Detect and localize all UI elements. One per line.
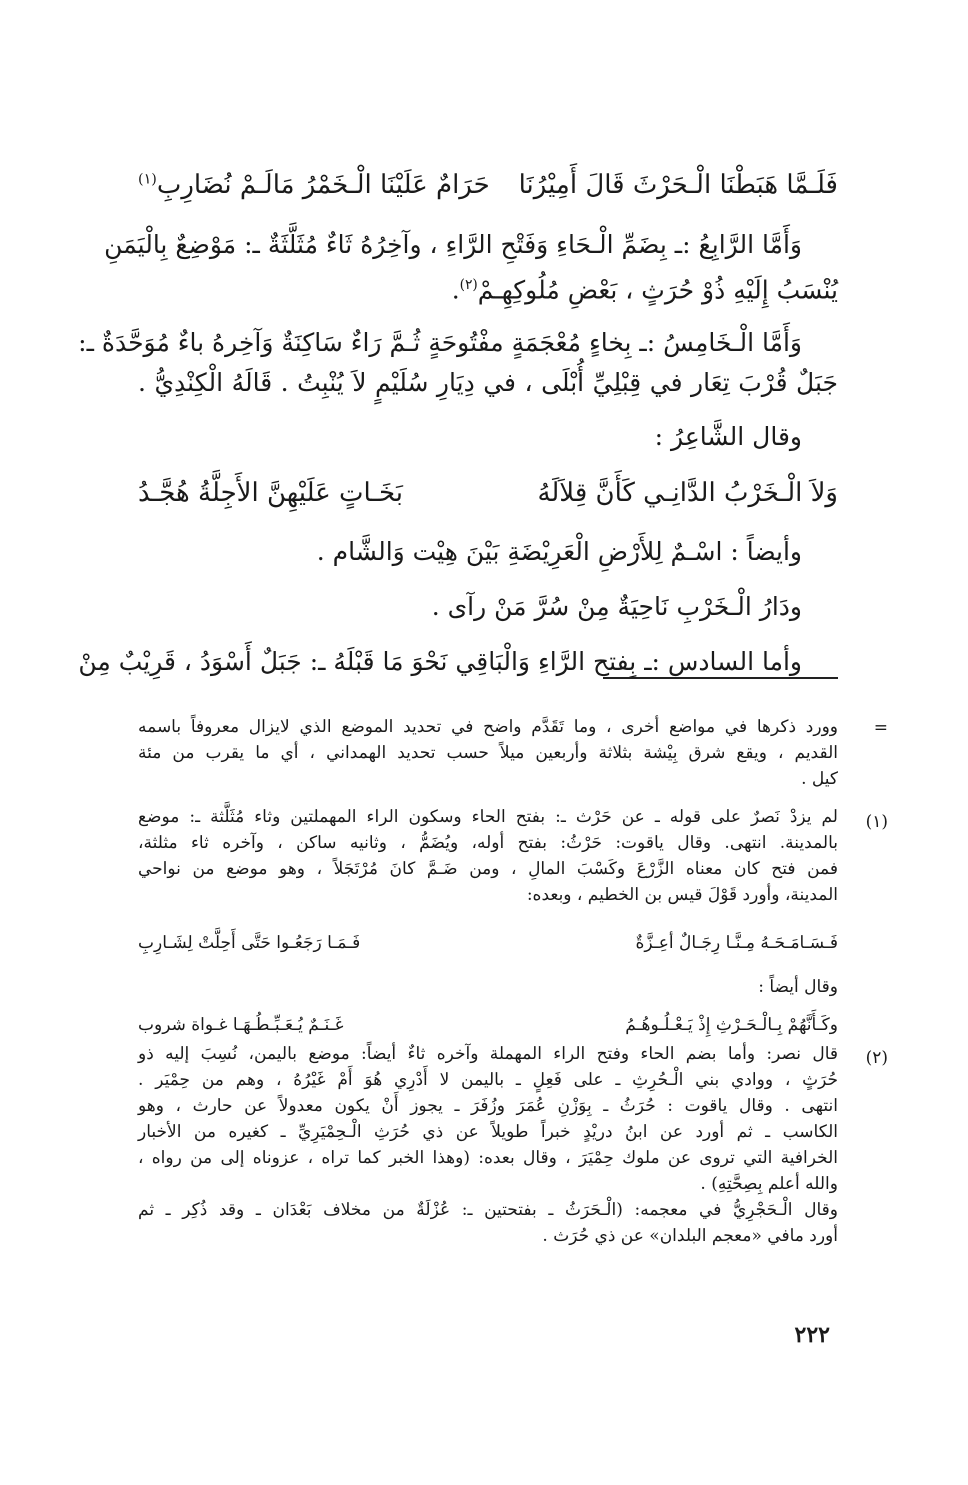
paragraph-sixth: وأما السادس :ـ بِفتح الرَّاءِ وَالْبَاقِي نَحْوَ مَا قَبْلَهُ ـ: جَبَلٌ أَسْوَدُ ، قَرِيْبٌ مِنْ xyxy=(78,647,802,676)
footnote-2-line-1: قال نصر: وأما بضم الحاء وفتح الراء المهملة وآخره ثاءٌ أيضاً: موضع باليمن، نُسِبَ إليه ذو xyxy=(138,1044,838,1064)
book-page xyxy=(78,0,888,1485)
footnote-verse-1-right: فَـسَـامَـحَـهُ مِـنَّـا رِجَـالٌ أعِـزَّةٌ xyxy=(635,933,838,953)
footnote-verse-2-right: وكَـأَنَّهُمْ بِـالْـحَـرْثِ إِذْ يَـعْـلُـوهُـمُ xyxy=(625,1015,838,1035)
paragraph-fifth-line-1: وَأَمَّا الْـخَامِسُ :ـ بِخاءٍ مُعْجَمَةٍ مفْتُوحَةٍ ثُـمَّ رَاءٌ سَاكِنَةٌ وَآخِرهُ باءٌ مُوَحَّدَةٌ ـ: xyxy=(78,328,802,357)
footnote-2-line-7: وقال الْـحَجْرِيُّ في معجمه: (الْـحَرَثُ ـ بفتحتين ـ: عُزْلَةٌ من مخلاف بَعْدَان ـ وقد ذُكِر ـ ثم xyxy=(138,1200,838,1220)
footnote-verse-1-left: فَـمَـا رَجَعُـوا حَتَّى أَحِلَّتْ لِشَـارِبِ xyxy=(138,933,361,953)
paragraph-dar-alkharb: ودَارُ الْـخَرْبِ نَاحِيَةٌ مِنْ سُرَّ مَنْ رآى . xyxy=(431,592,802,621)
poet-intro: وقال الشَّاعِرُ : xyxy=(654,422,802,451)
footnote-2-marker: (٢) xyxy=(865,1048,888,1068)
footnote-2-line-5: الخرافية التي تروى عن ملوك حِمْيَرَ ، وقال بعده: (وهذا الخبر كما تراه ، عزوناه إلى من رواه ، xyxy=(138,1148,839,1168)
verse-1 xyxy=(138,170,838,200)
verse-2 xyxy=(138,478,838,508)
verse-2-hemistich-right: وَلاَ الْـخَرْبُ الدَّانِـي كَأَنَّ قِلاَلَهُ xyxy=(537,478,838,508)
footnote-ref-1: (١) xyxy=(138,171,157,188)
paragraph-fourth-line-2: يُنْسَبُ إِلَيْهِ ذُوْ حُرَثٍ ، بَعْضِ مُلُوكِهِـمْ$^{(٢)}$. xyxy=(451,275,838,305)
footnote-2-line-2: حُرَثٍ ، ووادي بني الْـحُرِثِ ـ على فَعِلٍ ـ باليمن لا أَدْرِي هُوَ أَمْ غَيْرُهُ ، وهم من حِمْيَر . xyxy=(138,1070,838,1090)
footnote-1-marker: (١) xyxy=(865,812,888,832)
footnote-continuation-line-1: وورد ذكرها في مواضع أخرى ، وما تَقَدَّم واضح في تحديد الموضع الذي لايزال معروفاً باسمه xyxy=(138,717,838,737)
paragraph-fourth-line-1: وَأَمَّا الرَّابِعُ :ـ بِضَمِّ الْـحَاءِ وَفَتْحِ الرَّاءِ ، وآخِرُهُ ثَاءٌ مُثَلَّثَةٌ ـ: مَوْضِعٌ بِالْيَمَنِ xyxy=(104,230,802,259)
footnote-1-line-4: المدينة، وأورد قَوْلَ قيس بن الخطيم ، وبعده: xyxy=(526,885,838,905)
verse-1-hemistich-right: فَلَـمَّا هَبَطْنَا الْـحَرْثَ قَالَ أَمِيْرُنَا xyxy=(518,170,838,200)
footnote-verse-2 xyxy=(138,1015,838,1035)
footnote-verse-1 xyxy=(138,933,838,953)
footnote-2-line-6: والله أعلم بِصِحَّتِهِ) . xyxy=(700,1174,838,1194)
footnote-1-line-2: بالمدينة. انتهى. وقال ياقوت: حَرْثُ: بفتح أوله، ويُضَمُّ ، وثانيه ساكن ، وآخره ثاء مثلثة، xyxy=(138,833,838,853)
footnote-ref-2: (٢) xyxy=(459,277,478,293)
footnote-continuation-line-2: القديم ، ويقع شرق بِيْشة بثلاثة وأربعين ميلاً حسب تحديد الهمداني ، أي ما يقرب من مئة xyxy=(138,743,838,763)
footnote-2-line-8: أورد مافي «معجم البلدان» عن ذي حُرَث . xyxy=(542,1226,838,1246)
footnote-continuation-marker: = xyxy=(873,718,888,738)
footnote-1-line-3: فمن فتح كان معناه الزَّرْعَ وكَسْبَ المالِ ، ومن ضَـمَّ كانَ مُرْتَجَلاً ، وهو موضع من نواحي xyxy=(138,859,838,879)
footnote-1-line-1: لم يزدْ نَصرٌ على قوله ـ عن حَرْث ـ: بفتح الحاء وسكون الراء المهملتين وثاء مُثَلَّثة ـ: موضع xyxy=(138,807,838,827)
paragraph-fifth-line-2: جَبَلٌ قُرْبَ تِعَار في قِبْلِيِّ أُبْلَى ، في دِيَارِ سُلَيْمٍ لاَ يُنْبِتُ . قَالَهُ الْكِنْدِيُّ . xyxy=(138,368,838,397)
footnote-continuation-line-3: كيل . xyxy=(801,769,838,789)
footnote-2-line-4: الكاسب ـ ثم أورد عن ابنُ دريْدٍ خبراً طويلاً عن ذي حُرَثِ الْـحِمْيَرِيِّ ـ كغيره من الأخبار xyxy=(138,1122,838,1142)
footnote-verse-2-left: غَـنَـمٌ يُـعَـبِّـطُـهَـا غـواة شروب xyxy=(138,1015,344,1035)
page-number: ٢٢٢ xyxy=(794,1322,830,1348)
paragraph-also: وأيضاً : اسْـمٌ لِلأَرْضِ الْعَرِيْضَةِ بَيْنَ هِيْت وَالشَّام . xyxy=(316,537,802,566)
footnote-1-line-5: وقال أيضاً : xyxy=(758,977,838,997)
verse-1-hemistich-left: حَرَامٌ عَلَيْنَا الْـخَمْرُ مَالَـمْ نُضَارِبِ$^{(١)}$ xyxy=(138,170,490,200)
footnote-2-line-3: انتهى . وقال ياقوت : حُرَثُ ـ بِوَزْنِ عُمَرَ وزُفَرَ ـ يجوز أَنْ يكون معدولاً عن حارث ، وهو xyxy=(138,1096,838,1116)
verse-2-hemistich-left: بَخَـاتٍ عَلَيْهِنَّ الأَجِلَّةُ هُجَّـدُ xyxy=(138,478,404,508)
footnote-divider xyxy=(603,677,838,679)
